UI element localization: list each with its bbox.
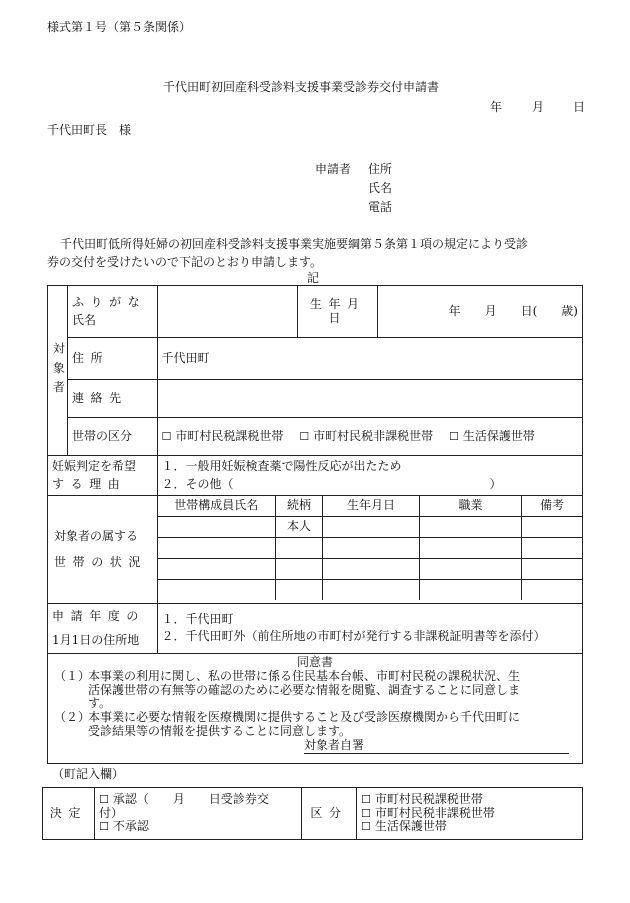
checkbox-icon: ☐	[299, 429, 310, 443]
applicant-label: 申請者	[315, 162, 352, 176]
occupation-cell[interactable]	[420, 538, 522, 559]
relation-cell[interactable]	[276, 538, 323, 559]
household-option-nontaxed[interactable]: ☐ 市町村民税非課税世帯	[299, 428, 434, 443]
relation-cell[interactable]	[276, 580, 323, 601]
form-number: 様式第１号（第５条関係）	[47, 20, 192, 34]
remarks-cell[interactable]	[522, 538, 582, 559]
occupation-cell[interactable]	[420, 517, 522, 538]
table-row	[158, 559, 582, 580]
intro-line-2: 券の交付を受けたいので下記のとおり申請します。	[47, 255, 323, 269]
signature-field[interactable]: 対象者自署	[304, 739, 569, 754]
category-options	[357, 788, 583, 840]
household-status-label: 対象者の属する 世帯の状況	[48, 496, 158, 604]
category-label: 区分	[302, 788, 357, 840]
date-month: 月	[532, 100, 545, 114]
birthdate-value[interactable]: 年 月 日( 歳)	[378, 286, 583, 338]
applicant-address-label: 住所	[368, 162, 393, 176]
consent-item-1: （１） 本事業の利用に関し、私の世帯に係る住民基本台帳、市町村民税の課税状況、生 活保護世帯の有無等の確認のために必要な情報を閲覧、調査することに同意しま す。	[54, 668, 521, 711]
checkbox-icon: ☐	[361, 806, 371, 820]
remarks-cell[interactable]	[522, 517, 582, 538]
col-header-remarks: 備考	[522, 496, 582, 517]
member-name-cell[interactable]	[158, 538, 276, 559]
relation-cell: 本人	[276, 517, 323, 538]
name-input[interactable]	[157, 286, 298, 338]
col-header-birthdate: 生年月日	[323, 496, 420, 517]
member-name-cell[interactable]	[158, 517, 276, 538]
relation-cell[interactable]	[276, 559, 323, 580]
residence-options	[157, 604, 582, 654]
birthdate-cell[interactable]	[323, 517, 420, 538]
birthdate-cell[interactable]	[323, 559, 420, 580]
birthdate-label: 生年月日	[298, 286, 378, 338]
birthdate-cell[interactable]	[323, 538, 420, 559]
reason-option-1[interactable]: １．一般用妊娠検査薬で陽性反応が出たため	[161, 458, 402, 473]
contact-input[interactable]	[157, 380, 582, 418]
category-option-welfare[interactable]: ☐ 生活保護世帯	[361, 819, 447, 834]
reason-options	[157, 456, 582, 496]
address-value[interactable]: 千代田町	[157, 338, 582, 380]
remarks-cell[interactable]	[522, 580, 582, 601]
contact-label: 連絡先	[67, 380, 157, 418]
household-members-table	[158, 496, 582, 600]
intro-line-1: 千代田町低所得妊婦の初回産科受診料支援事業実施要綱第５条第１項の規定により受診	[60, 237, 529, 251]
occupation-cell[interactable]	[420, 559, 522, 580]
consent-section	[48, 654, 583, 764]
checkbox-icon: ☐	[448, 429, 459, 443]
date-year: 年	[490, 100, 503, 114]
checkbox-icon: ☐	[161, 429, 172, 443]
checkbox-icon: ☐	[99, 792, 109, 806]
address-label: 住所	[67, 338, 157, 380]
remarks-cell[interactable]	[522, 559, 582, 580]
household-label: 世帯の区分	[67, 418, 157, 456]
checkbox-icon: ☐	[99, 820, 109, 834]
approve-option[interactable]: ☐ 承認（ 月 日受診券交	[99, 791, 269, 806]
member-name-cell[interactable]	[158, 580, 276, 601]
col-header-occupation: 職業	[420, 496, 522, 517]
office-use-table	[42, 787, 583, 840]
reject-option[interactable]: ☐ 不承認	[99, 819, 149, 834]
occupation-cell[interactable]	[420, 580, 522, 601]
table-row	[158, 517, 582, 538]
household-option-welfare[interactable]: ☐ 生活保護世帯	[448, 428, 535, 443]
consent-item-2: （２） 本事業に必要な情報を医療機関に提供すること及び受診医療機関から千代田町に 受診結果等の情報を提供することに同意します。	[54, 710, 521, 738]
table-row	[158, 580, 582, 601]
col-header-relation: 続柄	[276, 496, 323, 517]
subject-group-label: 対象者	[48, 286, 68, 456]
category-option-taxed[interactable]: ☐ 市町村民税課税世帯	[361, 791, 483, 806]
date-day: 日	[573, 100, 586, 114]
decision-label: 決定	[43, 788, 95, 840]
checkbox-icon: ☐	[361, 820, 371, 834]
applicant-phone-label: 電話	[368, 200, 393, 214]
application-table	[47, 285, 583, 764]
residence-option-2[interactable]: ２．千代田町外（前住所地の市町村が発行する非課税証明書等を添付）	[161, 629, 546, 643]
page-title: 千代田町初回産科受診料支援事業受診券交付申請書	[163, 80, 440, 94]
reason-label: 妊娠判定を希望 する理由	[48, 456, 158, 496]
category-option-nontaxed[interactable]: ☐ 市町村民税非課税世帯	[361, 805, 495, 820]
checkbox-icon: ☐	[361, 792, 371, 806]
household-status-grid	[157, 496, 582, 604]
residence-option-1[interactable]: １．千代田町	[161, 612, 234, 627]
furigana-name-label: ふりがな 氏名	[67, 286, 157, 338]
residence-label: 申請年度の 1月1日の住所地	[48, 604, 158, 654]
office-use-label: （町記入欄）	[52, 767, 125, 781]
consent-title: 同意書	[296, 655, 333, 669]
member-name-cell[interactable]	[158, 559, 276, 580]
household-options	[157, 418, 582, 456]
applicant-name-label: 氏名	[368, 181, 393, 195]
reason-option-2[interactable]: ２．その他（ ）	[161, 476, 502, 491]
birthdate-cell[interactable]	[323, 580, 420, 601]
table-row	[158, 538, 582, 559]
col-header-member-name: 世帯構成員氏名	[158, 496, 276, 517]
approve-option-cont: 付）	[99, 805, 124, 820]
ki-label: 記	[307, 271, 320, 285]
household-option-taxed[interactable]: ☐ 市町村民税課税世帯	[161, 428, 284, 443]
decision-options	[95, 788, 302, 840]
addressee: 千代田町長 様	[47, 123, 132, 137]
